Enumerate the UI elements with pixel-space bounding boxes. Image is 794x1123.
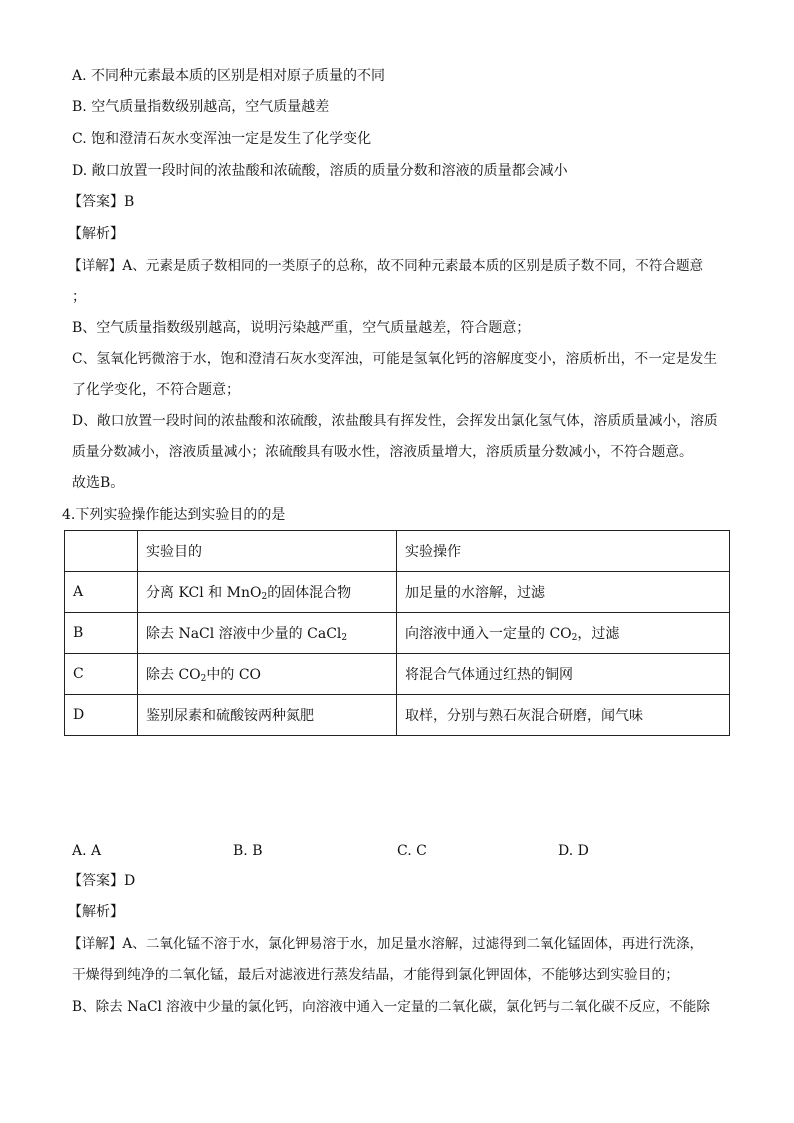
q3-option-b: B. 空气质量指数级别越高，空气质量越差 <box>72 99 330 115</box>
row-operation: 将混合气体通过红热的铜网 <box>397 654 730 695</box>
q4-analysis-line: 干燥得到纯净的二氧化锰，最后对滤液进行蒸发结晶，才能得到氯化钾固体，不能够达到实验目的； <box>72 967 680 983</box>
q3-analysis-line: 质量分数减小，溶液质量减小；浓硫酸具有吸水性，溶液质量增大，溶质质量分数减小，不符合题意。 <box>72 444 693 460</box>
q3-analysis-line: 【详解】A、元素是质子数相同的一类原子的总称，故不同种元素最本质的区别是质子数不同，不符合题意 <box>68 258 704 274</box>
q4-analysis-heading: 【解析】 <box>68 904 124 920</box>
q4-answer: 【答案】D <box>68 873 136 889</box>
row-purpose: 分离 KCl 和 MnO$_2$的固体混合物 <box>138 572 397 613</box>
q4-title: 4.下列实验操作能达到实验目的的是 <box>62 507 286 523</box>
row-label: B <box>65 613 138 654</box>
row-purpose: 除去 $CO_2$中的 CO <box>138 654 397 695</box>
q4-analysis-line: B、除去 NaCl 溶液中少量的氯化钙，向溶液中通入一定量的二氧化碳，氯化钙与二氧化碳不反应，不能除 <box>72 999 710 1015</box>
q3-option-c: C. 饱和澄清石灰水变浑浊一定是发生了化学变化 <box>72 131 372 147</box>
row-label: D <box>65 695 138 736</box>
q4-choice-d: D. D <box>558 843 589 859</box>
table-row <box>65 695 730 736</box>
table-header-cell: 实验目的 <box>138 531 397 572</box>
table-row <box>65 613 730 654</box>
row-operation: 取样，分别与熟石灰混合研磨，闻气味 <box>397 695 730 736</box>
row-label: A <box>65 572 138 613</box>
q3-analysis-heading: 【解析】 <box>68 226 124 242</box>
row-purpose: 鉴别尿素和硫酸铵两种氮肥 <box>138 695 397 736</box>
q4-choice-a: A. A <box>72 843 102 859</box>
table-header-cell <box>65 531 138 572</box>
q3-analysis-line: 了化学变化，不符合题意； <box>72 382 240 398</box>
row-operation: 加足量的水溶解，过滤 <box>397 572 730 613</box>
q3-analysis-line: 故选B。 <box>72 475 125 491</box>
q3-answer: 【答案】B <box>68 194 135 210</box>
row-operation: 向溶液中通入一定量的 $CO_2$，过滤 <box>397 613 730 654</box>
q3-option-a: A. 不同种元素最本质的区别是相对原子质量的不同 <box>72 68 386 84</box>
q3-option-d: D. 敞口放置一段时间的浓盐酸和浓硫酸，溶质的质量分数和溶液的质量都会减小 <box>72 163 568 179</box>
q3-analysis-line: C、氢氧化钙微溶于水，饱和澄清石灰水变浑浊，可能是氢氧化钙的溶解度变小，溶质析出，不一定是发生 <box>72 351 718 367</box>
q4-choice-c: C. C <box>397 843 427 859</box>
q3-analysis-line: ； <box>72 289 86 305</box>
table-header-row <box>65 531 730 572</box>
table-row <box>65 572 730 613</box>
table-row <box>65 654 730 695</box>
experiment-table <box>64 530 730 736</box>
q4-analysis-line: 【详解】A、二氧化锰不溶于水，氯化钾易溶于水，加足量水溶解，过滤得到二氧化锰固体，再进行洗涤， <box>68 936 704 952</box>
q4-choice-b: B. B <box>233 843 263 859</box>
table-header-cell: 实验操作 <box>397 531 730 572</box>
q3-analysis-line: B、空气质量指数级别越高，说明污染越严重，空气质量越差，符合题意； <box>72 320 531 336</box>
row-label: C <box>65 654 138 695</box>
q3-analysis-line: D、敞口放置一段时间的浓盐酸和浓硫酸，浓盐酸具有挥发性，会挥发出氯化氢气体，溶质质量减小，溶质 <box>72 413 718 429</box>
row-purpose: 除去 NaCl 溶液中少量的 CaCl$_2$ <box>138 613 397 654</box>
